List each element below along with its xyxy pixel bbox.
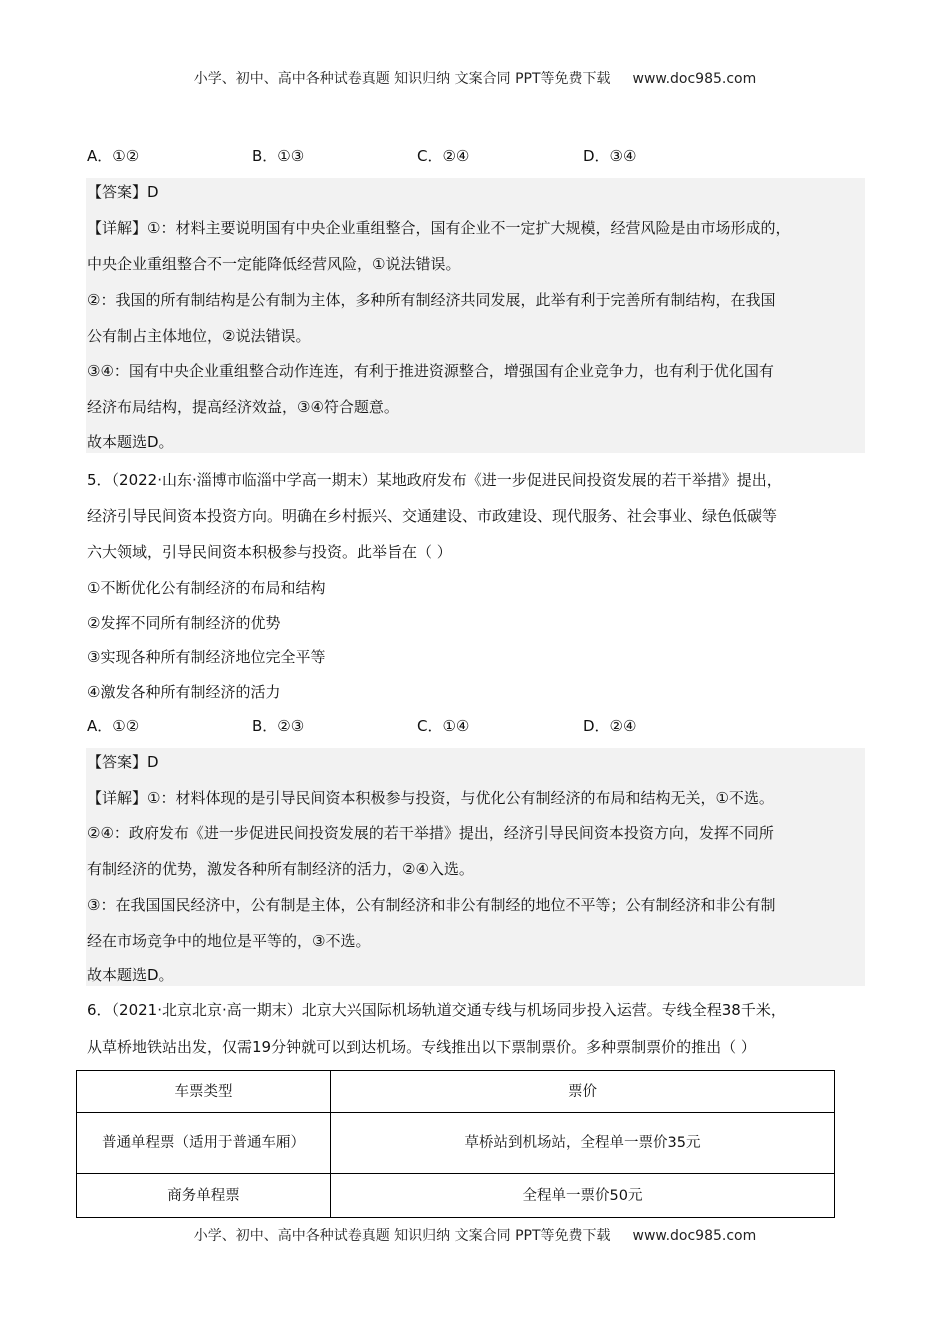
q4-explain-line: 经济布局结构，提高经济效益，③④符合题意。 bbox=[87, 398, 399, 416]
table-header-cell: 车票类型 bbox=[77, 1071, 331, 1113]
q5-explain-line: 经在市场竞争中的地位是平等的，③不选。 bbox=[87, 932, 371, 950]
q6-stem-line: 从草桥地铁站出发，仅需19分钟就可以到达机场。专线推出以下票制票价。多种票制票价的推出（ ） bbox=[87, 1038, 756, 1056]
q5-option-d: D．②④ bbox=[583, 717, 637, 735]
table-cell: 草桥站到机场站，全程单一票价35元 bbox=[331, 1113, 835, 1174]
q4-explain-line: ②：我国的所有制结构是公有制为主体，多种所有制经济共同发展，此举有利于完善所有制结构，在我国 bbox=[87, 291, 776, 309]
q5-answer: 【答案】D bbox=[87, 753, 159, 771]
q5-option-b: B．②③ bbox=[252, 717, 305, 735]
q4-options bbox=[0, 145, 950, 167]
footer-text: 小学、初中、高中各种试卷真题 知识归纳 文案合同 PPT等免费下载 bbox=[193, 1228, 611, 1244]
q5-stem-line: 经济引导民间资本投资方向。明确在乡村振兴、交通建设、市政建设、现代服务、社会事业、绿色低碳等 bbox=[87, 507, 778, 525]
q5-conclusion: 故本题选D。 bbox=[87, 966, 174, 984]
q5-explain-line: 有制经济的优势，激发各种所有制经济的活力，②④入选。 bbox=[87, 860, 474, 878]
table-cell: 商务单程票 bbox=[77, 1174, 331, 1218]
table-row bbox=[77, 1113, 835, 1174]
q4-option-a: A．①② bbox=[87, 147, 140, 165]
q5-option-c: C．①④ bbox=[417, 717, 470, 735]
table-cell: 普通单程票（适用于普通车厢） bbox=[77, 1113, 331, 1174]
q4-answer: 【答案】D bbox=[87, 183, 159, 201]
table-cell: 全程单一票价50元 bbox=[331, 1174, 835, 1218]
q5-explain-line: 【详解】①：材料体现的是引导民间资本积极参与投资，与优化公有制经济的布局和结构无关，①不选。 bbox=[87, 789, 774, 807]
q5-explain-line: ②④：政府发布《进一步促进民间投资发展的若干举措》提出，经济引导民间资本投资方向，发挥不同所 bbox=[87, 824, 774, 842]
header-text: 小学、初中、高中各种试卷真题 知识归纳 文案合同 PPT等免费下载 bbox=[193, 71, 611, 87]
q5-item: ②发挥不同所有制经济的优势 bbox=[87, 614, 281, 632]
page-header bbox=[0, 68, 950, 88]
page-footer bbox=[0, 1225, 950, 1245]
q5-item: ①不断优化公有制经济的布局和结构 bbox=[87, 579, 326, 597]
q4-option-b: B．①③ bbox=[252, 147, 305, 165]
q5-stem-line: 六大领域，引导民间资本积极参与投资。此举旨在（ ） bbox=[87, 543, 452, 561]
q5-options bbox=[0, 715, 950, 737]
q5-stem-line: 5．（2022·山东·淄博市临淄中学高一期末）某地政府发布《进一步促进民间投资发展的若干举措》提出， bbox=[87, 471, 782, 489]
ticket-price-table bbox=[76, 1070, 835, 1218]
q4-option-d: D．③④ bbox=[583, 147, 637, 165]
header-url[interactable]: www.doc985.com bbox=[632, 71, 757, 87]
q4-explain-line: 【详解】①：材料主要说明国有中央企业重组整合，国有企业不一定扩大规模，经营风险是由市场形成的， bbox=[87, 219, 791, 237]
q5-option-a: A．①② bbox=[87, 717, 140, 735]
table-header-cell: 票价 bbox=[331, 1071, 835, 1113]
q4-explain-line: ③④：国有中央企业重组整合动作连连，有利于推进资源整合，增强国有企业竞争力，也有利于优化国有 bbox=[87, 362, 774, 380]
q5-explain-line: ③：在我国国民经济中，公有制是主体，公有制经济和非公有制经的地位不平等；公有制经济和非公有制 bbox=[87, 896, 776, 914]
q6-stem-line: 6．（2021·北京北京·高一期末）北京大兴国际机场轨道交通专线与机场同步投入运营。专线全程38千米， bbox=[87, 1001, 786, 1019]
q4-explain-line: 公有制占主体地位，②说法错误。 bbox=[87, 327, 311, 345]
footer-url[interactable]: www.doc985.com bbox=[632, 1228, 757, 1244]
table-header-row bbox=[77, 1071, 835, 1113]
q5-item: ③实现各种所有制经济地位完全平等 bbox=[87, 648, 326, 666]
q4-explain-line: 中央企业重组整合不一定能降低经营风险，①说法错误。 bbox=[87, 255, 461, 273]
q4-option-c: C．②④ bbox=[417, 147, 470, 165]
table-row bbox=[77, 1174, 835, 1218]
q5-item: ④激发各种所有制经济的活力 bbox=[87, 683, 281, 701]
q4-conclusion: 故本题选D。 bbox=[87, 433, 174, 451]
